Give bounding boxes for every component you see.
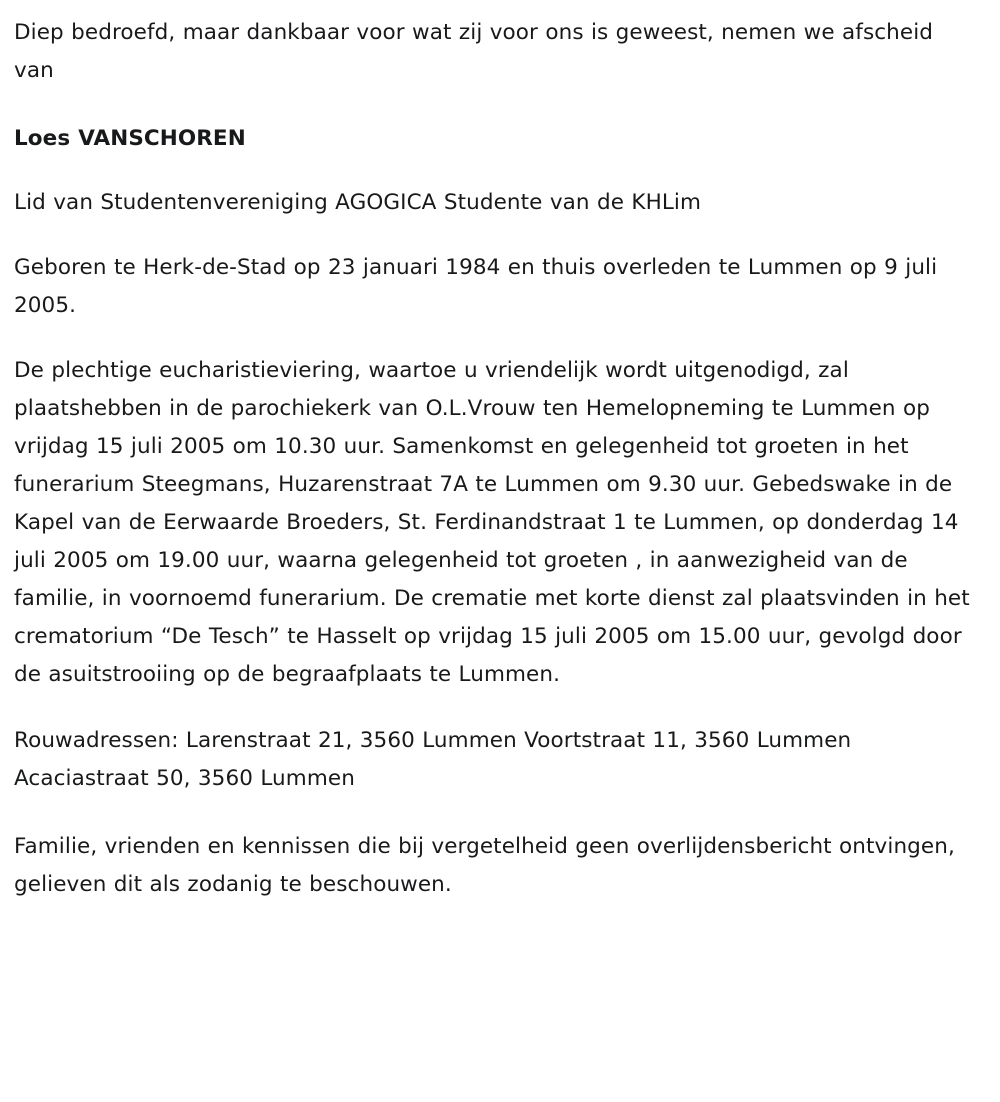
- closing-paragraph: Familie, vrienden en kennissen die bij vergetelheid geen overlijdensbericht ontvingen, gelieven dit als zodanig te beschouwen.: [14, 834, 955, 897]
- mourning-addresses-paragraph: Rouwadressen: Larenstraat 21, 3560 Lummen Voortstraat 11, 3560 Lummen Acaciastraat 50, 3560 Lummen: [14, 728, 852, 791]
- ceremony-details-paragraph: De plechtige eucharistieviering, waartoe u vriendelijk wordt uitgenodigd, zal plaatshebben in de parochiekerk van O.L.Vrouw ten Hemelopneming te Lummen op vrijdag 15 juli 2005 om 10.30 uur. Samenkomst en gelegenheid tot groeten in het funerarium Steegmans, Huzarenstraat 7A te Lummen om 9.30 uur. Gebedswake in de Kapel van de Eerwaarde Broeders, St. Ferdinandstraat 1 te Lummen, op donderdag 14 juli 2005 om 19.00 uur, waarna gelegenheid tot groeten , in aanwezigheid van de familie, in voornoemd funerarium. De crematie met korte dienst zal plaatsvinden in het crematorium “De Tesch” te Hasselt op vrijdag 15 juli 2005 om 15.00 uur, gevolgd door de asuitstrooiing op de begraafplaats te Lummen.: [14, 358, 970, 687]
- birth-death-paragraph: Geboren te Herk-de-Stad op 23 januari 1984 en thuis overleden te Lummen op 9 juli 2005.: [14, 255, 938, 318]
- intro-paragraph: Diep bedroefd, maar dankbaar voor wat zij voor ons is geweest, nemen we afscheid van: [14, 20, 934, 83]
- memberships-paragraph: Lid van Studentenvereniging AGOGICA Studente van de KHLim: [14, 190, 702, 215]
- deceased-name: Loes VANSCHOREN: [14, 126, 246, 151]
